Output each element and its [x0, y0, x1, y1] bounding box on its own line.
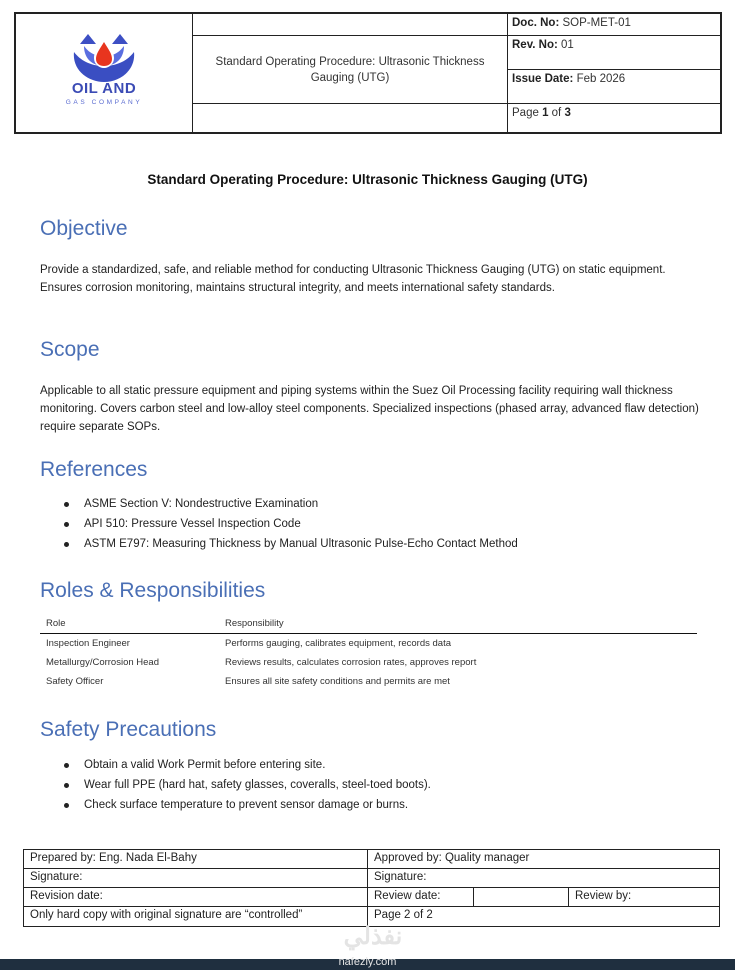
reference-item: ASME Section V: Nondestructive Examination — [62, 494, 518, 514]
scope-heading: Scope — [40, 338, 100, 361]
scope-text: Applicable to all static pressure equipment and piping systems within the Suez Oil Processing facility requiring wall thickness monitoring. Covers carbon steel and low-alloy steel components. Specialized inspections (phased array, advanced flaw detection) require separate SOPs. — [40, 385, 699, 433]
safety-heading: Safety Precautions — [40, 718, 217, 741]
responsibility-cell: Reviews results, calculates corrosion rates, approves report — [225, 657, 477, 668]
page-prefix: Page — [512, 107, 543, 119]
role-cell: Metallurgy/Corrosion Head — [46, 657, 159, 668]
table-row — [40, 634, 697, 653]
objective-heading: Objective — [40, 217, 128, 240]
logo-text-secondary: GAS COMPANY — [65, 99, 143, 106]
doc-number-cell — [508, 14, 720, 36]
roles-table-header — [40, 618, 697, 634]
watermark-arabic: نفذلي — [343, 923, 403, 950]
footer-row — [24, 888, 719, 907]
references-heading: References — [40, 458, 148, 481]
company-logo — [54, 30, 154, 122]
doc-number-label: Doc. No: — [512, 17, 560, 29]
table-row — [40, 653, 697, 672]
logo-cell — [16, 14, 193, 132]
footer-page-cell: Page 2 of 2 — [374, 909, 433, 921]
approved-by-cell: Approved by: Quality manager — [374, 852, 530, 864]
rev-number-value: 01 — [561, 39, 574, 51]
column-header-role: Role — [46, 618, 66, 629]
controlled-note-cell: Only hard copy with original signature are “controlled” — [24, 907, 368, 926]
logo-text-primary: OIL AND — [71, 80, 137, 97]
doc-number-value: SOP-MET-01 — [562, 17, 631, 29]
role-cell: Safety Officer — [46, 676, 104, 687]
role-cell: Inspection Engineer — [46, 638, 130, 649]
header-meta-column — [508, 14, 720, 132]
roles-heading: Roles & Responsibilities — [40, 579, 266, 602]
safety-list — [62, 755, 431, 815]
watermark-url: nafezly.com — [338, 956, 397, 968]
document-header-table — [14, 12, 722, 134]
review-date-value-cell — [474, 888, 569, 906]
page-of: of — [548, 107, 565, 119]
responsibility-cell: Performs gauging, calibrates equipment, records data — [225, 638, 452, 649]
references-list — [62, 494, 518, 554]
footer-row — [24, 869, 719, 888]
review-date-cell: Review date: — [368, 888, 474, 906]
safety-item: Wear full PPE (hard hat, safety glasses, coveralls, steel-toed boots). — [62, 775, 431, 795]
safety-item: Check surface temperature to prevent sensor damage or burns. — [62, 795, 431, 815]
signature-right-cell: Signature: — [374, 871, 427, 883]
header-empty-cell — [193, 14, 507, 36]
header-title-column — [193, 14, 508, 132]
revision-date-cell: Revision date: — [24, 888, 368, 906]
table-row — [40, 672, 697, 691]
rev-number-cell — [508, 36, 720, 70]
header-title: Standard Operating Procedure: Ultrasonic Thickness Gauging (UTG) — [193, 36, 507, 104]
prepared-by-cell: Prepared by: Eng. Nada El-Bahy — [24, 850, 368, 868]
issue-date-label: Issue Date: — [512, 73, 574, 85]
review-by-cell: Review by: — [575, 890, 632, 902]
safety-item: Obtain a valid Work Permit before entering site. — [62, 755, 431, 775]
page-number-cell — [508, 104, 720, 132]
responsibility-cell: Ensures all site safety conditions and permits are met — [225, 676, 450, 687]
reference-item: ASTM E797: Measuring Thickness by Manual Ultrasonic Pulse-Echo Contact Method — [62, 534, 518, 554]
document-title: Standard Operating Procedure: Ultrasonic Thickness Gauging (UTG) — [147, 172, 588, 187]
signature-left-cell: Signature: — [24, 869, 368, 887]
flame-lotus-icon — [54, 30, 154, 82]
page-current: 1 — [542, 107, 549, 119]
reference-item: API 510: Pressure Vessel Inspection Code — [62, 514, 518, 534]
page-total: 3 — [564, 107, 571, 119]
footer-row — [24, 850, 719, 869]
signature-table — [23, 849, 720, 927]
issue-date-cell — [508, 70, 720, 104]
issue-date-value: Feb 2026 — [576, 73, 626, 85]
rev-number-label: Rev. No: — [512, 39, 558, 51]
roles-table — [40, 618, 697, 691]
column-header-responsibility: Responsibility — [225, 618, 284, 629]
objective-text: Provide a standardized, safe, and reliable method for conducting Ultrasonic Thickness Gauging (UTG) on static equipment. Ensures corrosion monitoring, maintains structural integrity, and meets international safety standards. — [40, 264, 666, 294]
